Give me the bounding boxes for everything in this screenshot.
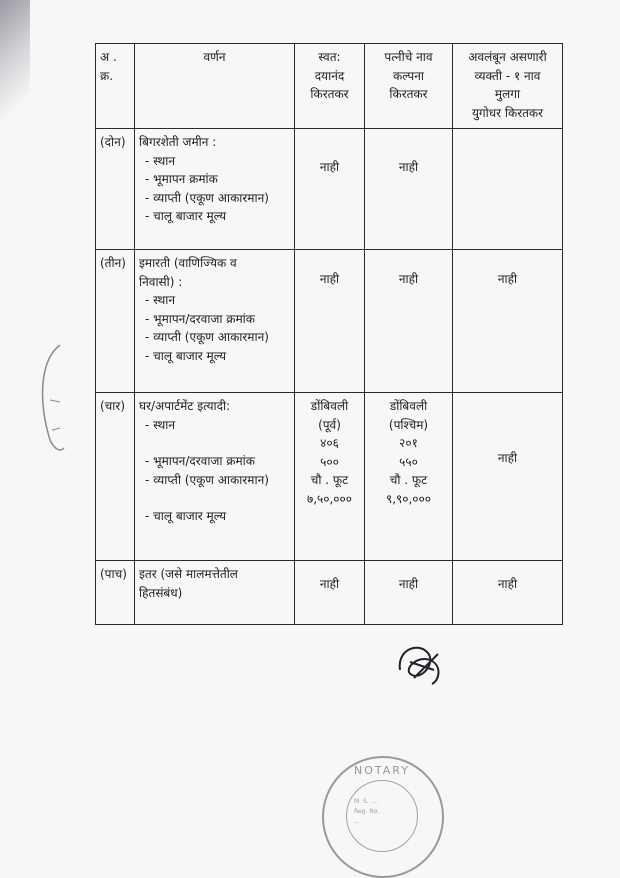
- handwritten-signature: [392, 640, 452, 690]
- row-item: - व्याप्ती (एकूण आकारमान): [145, 330, 269, 345]
- punch-mark-decoration: [30, 340, 80, 460]
- cell-line: ५५०: [399, 454, 418, 469]
- cell-line: डोंबिवली: [310, 399, 349, 413]
- cell-line: (पश्चिम): [388, 417, 429, 432]
- cell-self: नाही: [295, 561, 365, 625]
- row-title: इमारती (वाणिज्यिक व निवासी) :: [139, 256, 237, 289]
- row-description: [135, 129, 295, 250]
- cell-wife: [365, 393, 453, 561]
- assets-declaration-table: [95, 43, 563, 625]
- table-row: [96, 250, 563, 393]
- cell-line: ७,५०,०००: [306, 491, 353, 506]
- stamp-line: M. S. ....: [354, 798, 379, 805]
- cell-line: चौ . फूट: [310, 473, 349, 488]
- row-item: - भूमापन/दरवाजा क्रमांक: [145, 454, 255, 469]
- cell-line: ५००: [320, 454, 339, 469]
- row-serial: (पाच): [96, 561, 135, 625]
- row-description: [135, 561, 295, 625]
- table-row: [96, 129, 563, 250]
- cell-dependent: नाही: [453, 561, 563, 625]
- stamp-text: NOTARY: [354, 764, 410, 777]
- header-wife: पत्नीचे नाव कल्पना किरतकर: [365, 44, 453, 129]
- cell-line: ९,९०,०००: [385, 491, 432, 506]
- header-dependent: अवलंबून असणारी व्यक्ती - १ नाव मुलगा युगोधर किरतकर: [453, 44, 563, 129]
- stamp-inner-ring: [346, 780, 418, 852]
- row-item: - भूमापन/दरवाजा क्रमांक: [145, 311, 255, 326]
- cell-line: ४०६: [320, 436, 339, 451]
- row-serial: (दोन): [96, 129, 135, 250]
- table-row: [96, 561, 563, 625]
- row-description: [135, 250, 295, 393]
- header-serial: अ . क्र.: [96, 44, 135, 129]
- cell-dependent: नाही: [453, 393, 563, 561]
- cell-wife: नाही: [365, 250, 453, 393]
- page-corner-shadow: [0, 0, 30, 140]
- row-item: - चालू बाजार मूल्य: [145, 209, 227, 224]
- row-item: - भूमापन क्रमांक: [145, 172, 218, 187]
- cell-self: नाही: [295, 250, 365, 393]
- row-item: - स्थान: [145, 153, 176, 168]
- cell-self: [295, 393, 365, 561]
- cell-dependent: नाही: [453, 250, 563, 393]
- notary-stamp: [322, 756, 444, 878]
- stamp-line: Reg. No.: [354, 808, 380, 815]
- table-header-row: [96, 44, 563, 129]
- row-title: इतर (जसे मालमत्तेतील हितसंबंध): [139, 567, 238, 600]
- table-row: [96, 393, 563, 561]
- cell-self: नाही: [295, 129, 365, 250]
- stamp-line: ...: [354, 818, 360, 825]
- cell-line: २०१: [399, 436, 418, 451]
- cell-line: (पूर्व): [318, 417, 341, 432]
- row-item: - चालू बाजार मूल्य: [145, 348, 227, 363]
- row-serial: (तीन): [96, 250, 135, 393]
- cell-wife: नाही: [365, 561, 453, 625]
- cell-wife: नाही: [365, 129, 453, 250]
- cell-dependent: [453, 129, 563, 250]
- header-self: स्वत: दयानंद किरतकर: [295, 44, 365, 129]
- cell-line: चौ . फूट: [389, 473, 428, 488]
- row-title: बिगरशेती जमीन :: [139, 135, 217, 149]
- row-item: - चालू बाजार मूल्य: [145, 509, 227, 524]
- row-serial: (चार): [96, 393, 135, 561]
- row-item: - व्याप्ती (एकूण आकारमान): [145, 190, 269, 205]
- cell-line: डोंबिवली: [389, 399, 428, 413]
- row-description: [135, 393, 295, 561]
- row-item: - स्थान: [145, 293, 176, 308]
- row-title: घर/अपार्टमेंट इत्यादी:: [139, 399, 231, 413]
- row-item: - स्थान: [145, 417, 176, 432]
- header-description: वर्णन: [135, 44, 295, 129]
- row-item: - व्याप्ती (एकूण आकारमान): [145, 472, 269, 487]
